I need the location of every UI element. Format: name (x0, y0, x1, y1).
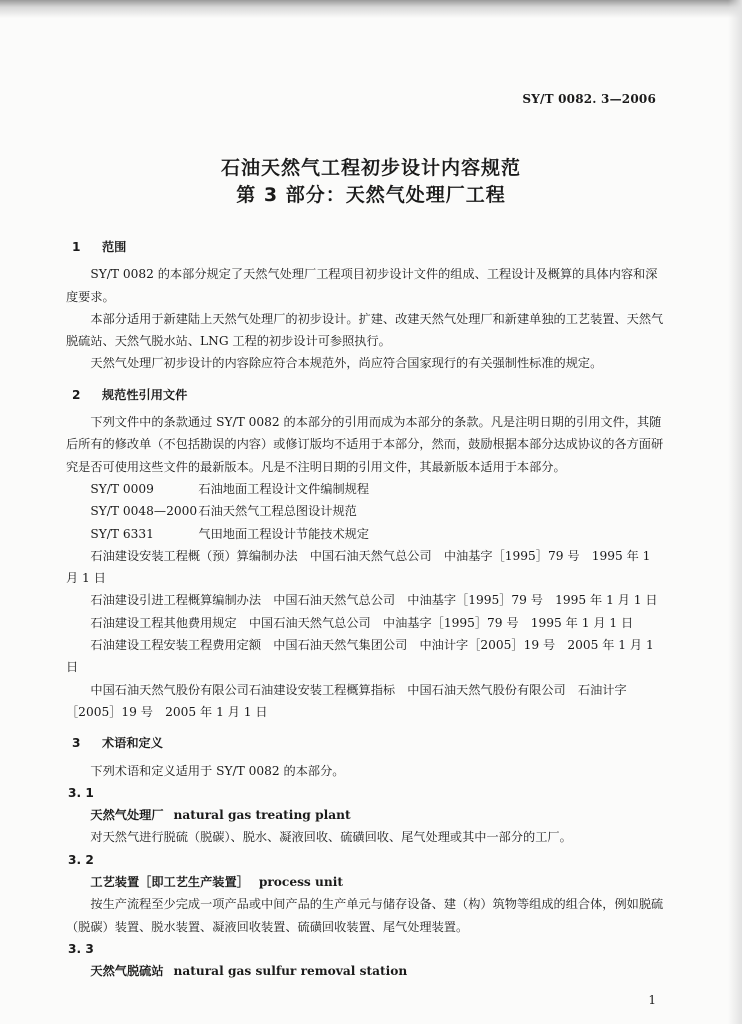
section-title: 术语和定义 (102, 736, 163, 751)
term-number: 3. 3 (68, 941, 94, 956)
reference-item (66, 523, 666, 545)
term-definition: 按生产流程至少完成一项产品或中间产品的生产单元与储存设备、建（构）筑物等组成的组合体，例如脱硫（脱碳）装置、脱水装置、凝液回收装置、硫磺回收装置、尾气处理装置。 (66, 897, 664, 934)
reference-document: 石油建设安装工程概（预）算编制办法 中国石油天然气总公司 中油基字［1995］79 号 1995 年 1 月 1 日 (66, 548, 651, 586)
section-number: 3 (72, 736, 81, 751)
reference-document: 石油建设工程安装工程费用定额 中国石油天然气集团公司 中油计字［2005］19 号 2005 年 1 月 1 日 (66, 638, 654, 675)
reference-item (66, 500, 666, 522)
reference-title: 气田地面工程设计节能技术规定 (198, 526, 370, 541)
reference-title: 石油天然气工程总图设计规范 (198, 504, 357, 519)
reference-document: 石油建设工程其他费用规定 中国石油天然气总公司 中油基字［1995］79 号 1995 年 1 月 1 日 (90, 615, 634, 630)
reference-code: SY/T 0048—2000 (90, 504, 198, 519)
reference-document: 中国石油天然气股份有限公司石油建设安装工程概算指标 中国石油天然气股份有限公司 石油计字［2005］19 号 2005 年 1 月 1 日 (66, 682, 627, 719)
term-number: 3. 2 (68, 852, 94, 867)
term-chinese: 天然气脱硫站 (90, 964, 164, 979)
term-chinese: 工艺装置［即工艺生产装置］ (90, 875, 249, 890)
paragraph: 下列文件中的条款通过 SY/T 0082 的本部分的引用而成为本部分的条款。凡是注明日期的引用文件，其随后所有的修改单（不包括勘误的内容）或修订版均不适用于本部分，然而，鼓励根据本部分达成协议的各方面研究是否可使用这些文件的最新版本。凡是不注明日期的引用文件，其最新版本适用于本部分。 (66, 415, 664, 474)
term-english: natural gas treating plant (173, 808, 351, 823)
section-title: 规范性引用文件 (102, 387, 188, 402)
term-heading (66, 960, 666, 982)
document-body (66, 236, 666, 983)
paragraph: SY/T 0082 的本部分规定了天然气处理厂工程项目初步设计文件的组成、工程设计及概算的具体内容和深度要求。 (66, 267, 658, 304)
reference-code: SY/T 6331 (90, 526, 154, 541)
term-chinese: 天然气处理厂 (90, 808, 164, 823)
reference-code: SY/T 0009 (90, 481, 154, 496)
section-heading-references (66, 384, 666, 406)
section-title: 范围 (102, 240, 127, 254)
paragraph: 下列术语和定义适用于 SY/T 0082 的本部分。 (90, 763, 345, 778)
reference-item (66, 478, 666, 500)
scan-shadow-top (0, 0, 742, 18)
section-heading-scope (66, 236, 666, 258)
page-number: 1 (648, 993, 656, 1007)
reference-title: 石油地面工程设计文件编制规程 (198, 481, 370, 496)
term-english: process unit (258, 875, 344, 890)
term-english: natural gas sulfur removal station (173, 964, 408, 979)
paragraph: 本部分适用于新建陆上天然气处理厂的初步设计。扩建、改建天然气处理厂和新建单独的工艺装置、天然气脱硫站、天然气脱水站、LNG 工程的初步设计可参照执行。 (66, 311, 664, 349)
document-subtitle: 第 3 部分：天然气处理厂工程 (236, 184, 506, 206)
paragraph: 天然气处理厂初步设计的内容除应符合本规范外，尚应符合国家现行的有关强制性标准的规定。 (90, 356, 603, 371)
standard-number: SY/T 0082. 3—2006 (522, 92, 656, 106)
section-number: 1 (72, 240, 81, 254)
section-heading-terms (66, 732, 666, 754)
document-title: 石油天然气工程初步设计内容规范 (220, 157, 521, 179)
term-number: 3. 1 (68, 785, 94, 800)
term-heading (66, 871, 666, 893)
section-number: 2 (72, 387, 81, 402)
term-definition: 对天然气进行脱硫（脱碳）、脱水、凝液回收、硫磺回收、尾气处理或其中一部分的工厂。 (90, 830, 572, 845)
term-heading (66, 804, 666, 826)
reference-document: 石油建设引进工程概算编制办法 中国石油天然气总公司 中油基字［1995］79 号 1995 年 1 月 1 日 (90, 593, 658, 608)
